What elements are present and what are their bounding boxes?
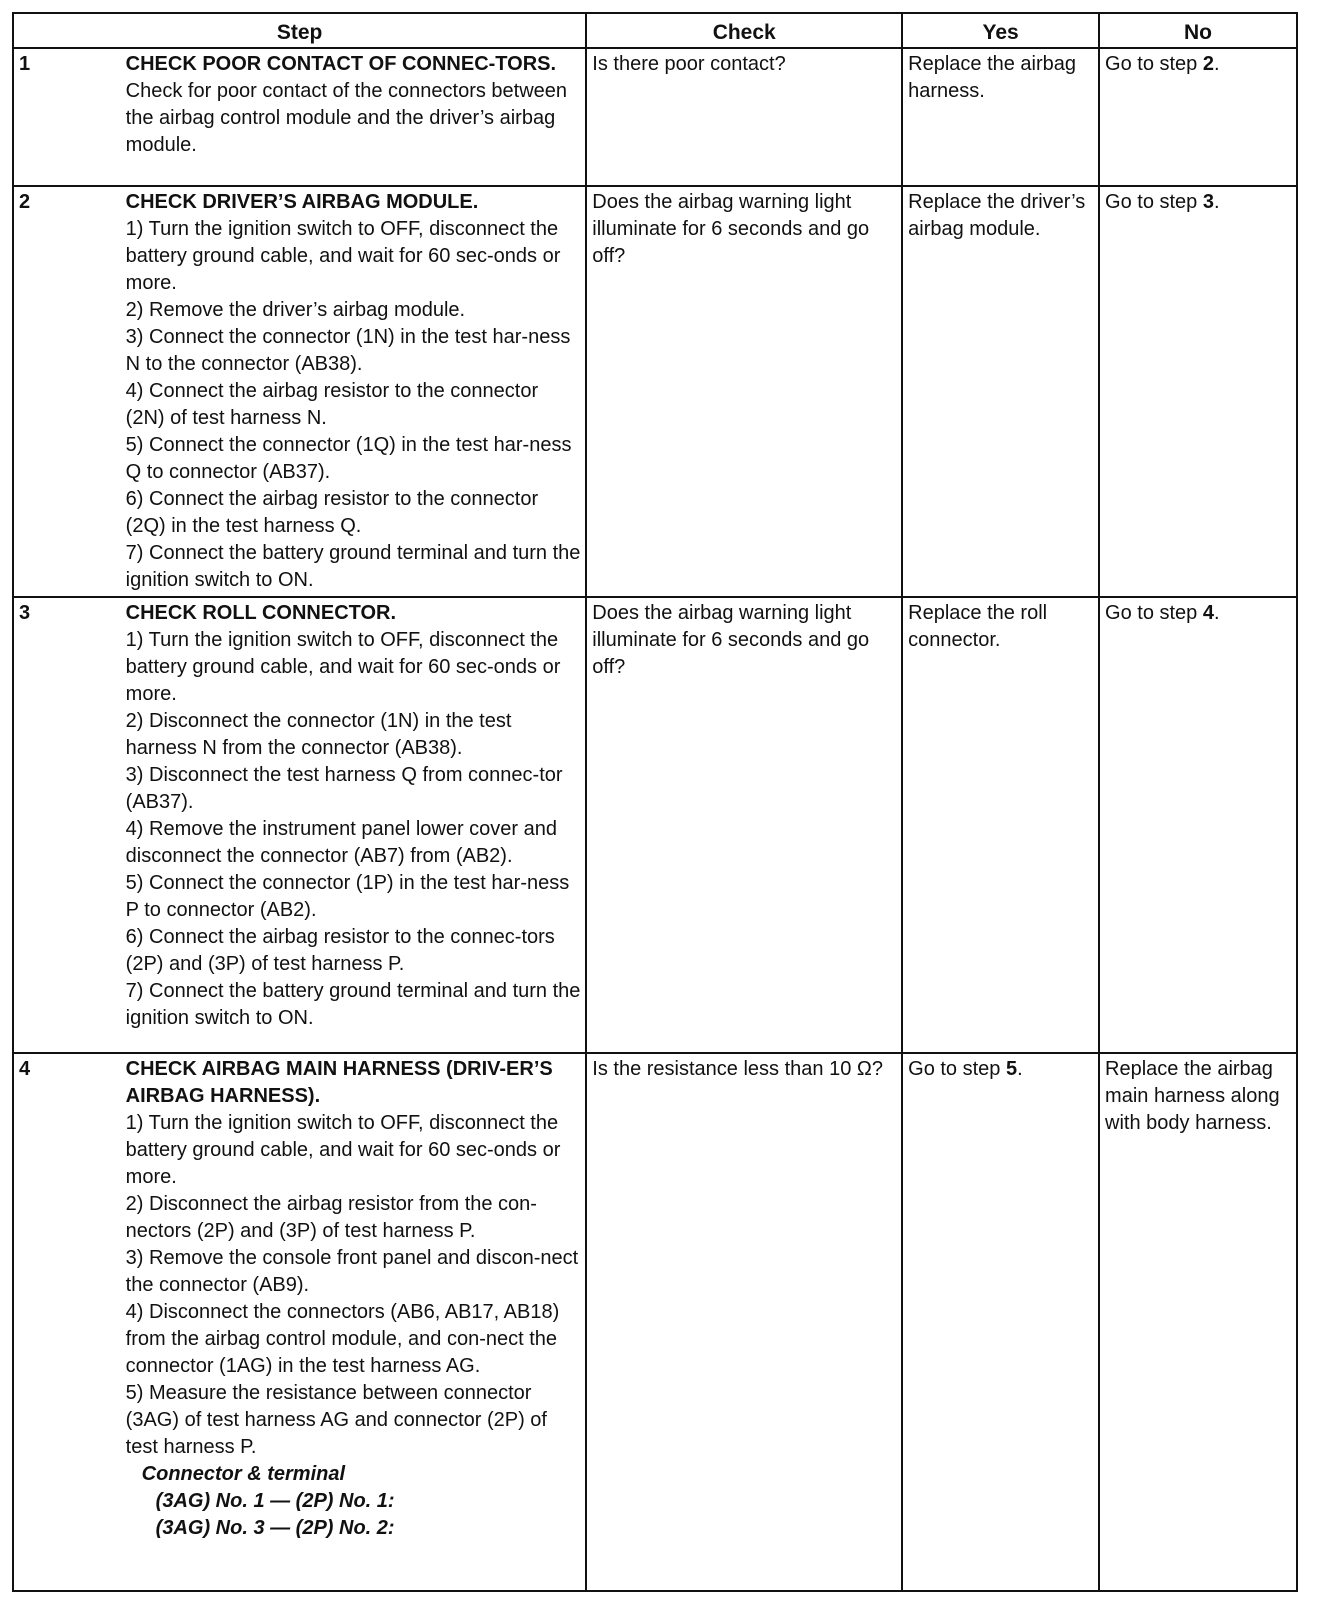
spec-title: Connector & terminal: [141, 1463, 346, 1485]
step-description: [121, 597, 587, 1053]
yes-cell: Replace the roll connector.: [902, 597, 1099, 1053]
diagnostic-procedure-table: [12, 12, 1298, 1592]
step-instruction: 4) Remove the instrument panel lower cover and disconnect the connector (AB7) from (AB2).: [125, 818, 557, 867]
step-description: [121, 1053, 587, 1591]
step-number: 4: [13, 1053, 121, 1591]
step-number: 2: [13, 186, 121, 597]
check-cell: Does the airbag warning light illuminate for 6 seconds and go off?: [586, 597, 902, 1053]
yes-cell: Replace the driver’s airbag module.: [902, 186, 1099, 597]
spec-line: (3AG) No. 3 — (2P) No. 2:: [155, 1517, 395, 1539]
table-row: [13, 186, 1297, 597]
header-step: Step: [13, 13, 586, 48]
step-instruction: 3) Remove the console front panel and discon-nect the connector (AB9).: [125, 1247, 579, 1296]
step-instruction: 2) Remove the driver’s airbag module.: [125, 299, 466, 321]
no-cell: [1099, 48, 1297, 186]
no-cell: [1099, 186, 1297, 597]
step-instruction: 2) Disconnect the connector (1N) in the test harness N from the connector (AB38).: [125, 710, 512, 759]
check-cell: Does the airbag warning light illuminate for 6 seconds and go off?: [586, 186, 902, 597]
header-check: Check: [586, 13, 902, 48]
no-suffix: .: [1214, 602, 1220, 624]
no-text: Go to step: [1105, 191, 1203, 213]
no-cell: [1099, 597, 1297, 1053]
step-instruction: 1) Turn the ignition switch to OFF, disconnect the battery ground cable, and wait for 60 sec-onds or more.: [125, 1112, 561, 1188]
no-cell: Replace the airbag main harness along with body harness.: [1099, 1053, 1297, 1591]
yes-cell: Replace the airbag harness.: [902, 48, 1099, 186]
yes-text: Go to step: [908, 1058, 1006, 1080]
step-instruction: 6) Connect the airbag resistor to the connec-tors (2P) and (3P) of test harness P.: [125, 926, 555, 975]
no-suffix: .: [1214, 53, 1220, 75]
table-row: [13, 48, 1297, 186]
step-reference: 5: [1005, 1058, 1018, 1080]
check-cell: Is the resistance less than 10 Ω?: [586, 1053, 902, 1591]
step-instruction: 6) Connect the airbag resistor to the connector (2Q) in the test harness Q.: [125, 488, 539, 537]
step-instruction: 1) Turn the ignition switch to OFF, disconnect the battery ground cable, and wait for 60 sec-onds or more.: [125, 629, 561, 705]
no-text: Go to step: [1105, 53, 1203, 75]
step-title: CHECK DRIVER’S AIRBAG MODULE.: [125, 191, 479, 213]
no-text: Go to step: [1105, 602, 1203, 624]
step-title: CHECK AIRBAG MAIN HARNESS (DRIV-ER’S AIRBAG HARNESS).: [125, 1058, 553, 1107]
header-no: No: [1099, 13, 1297, 48]
step-description: [121, 186, 587, 597]
step-instruction: 7) Connect the battery ground terminal and turn the ignition switch to ON.: [125, 980, 581, 1029]
step-instruction: 5) Connect the connector (1Q) in the test har-ness Q to connector (AB37).: [125, 434, 572, 483]
check-cell: Is there poor contact?: [586, 48, 902, 186]
step-description: [121, 48, 587, 186]
step-instruction: 5) Connect the connector (1P) in the test har-ness P to connector (AB2).: [125, 872, 570, 921]
no-suffix: .: [1214, 191, 1220, 213]
step-number: 1: [13, 48, 121, 186]
step-instruction: 2) Disconnect the airbag resistor from the con-nectors (2P) and (3P) of test harness P.: [125, 1193, 537, 1242]
step-title: CHECK ROLL CONNECTOR.: [125, 602, 397, 624]
header-yes: Yes: [902, 13, 1099, 48]
spec-line: (3AG) No. 1 — (2P) No. 1:: [155, 1490, 395, 1512]
step-number: 3: [13, 597, 121, 1053]
header-row: [13, 13, 1297, 48]
step-instruction: Check for poor contact of the connectors between the airbag control module and the driver’s airbag module.: [125, 80, 568, 156]
step-instruction: 1) Turn the ignition switch to OFF, disconnect the battery ground cable, and wait for 60 sec-onds or more.: [125, 218, 561, 294]
yes-suffix: .: [1017, 1058, 1023, 1080]
table-row: [13, 1053, 1297, 1591]
step-instruction: 4) Disconnect the connectors (AB6, AB17, AB18) from the airbag control module, and con-nect the connector (1AG) in the test harness AG.: [125, 1301, 560, 1377]
step-instruction: 3) Disconnect the test harness Q from connec-tor (AB37).: [125, 764, 563, 813]
yes-cell: [902, 1053, 1099, 1591]
step-reference: 4: [1202, 602, 1214, 624]
step-instruction: 5) Measure the resistance between connector (3AG) of test harness AG and connector (2P) of test harness P.: [125, 1382, 547, 1458]
step-title: CHECK POOR CONTACT OF CONNEC-TORS.: [125, 53, 557, 75]
step-instruction: 7) Connect the battery ground terminal and turn the ignition switch to ON.: [125, 542, 581, 591]
step-instruction: 4) Connect the airbag resistor to the connector (2N) of test harness N.: [125, 380, 539, 429]
step-reference: 2: [1202, 53, 1214, 75]
table-row: [13, 597, 1297, 1053]
step-reference: 3: [1202, 191, 1214, 213]
step-instruction: 3) Connect the connector (1N) in the test har-ness N to the connector (AB38).: [125, 326, 571, 375]
